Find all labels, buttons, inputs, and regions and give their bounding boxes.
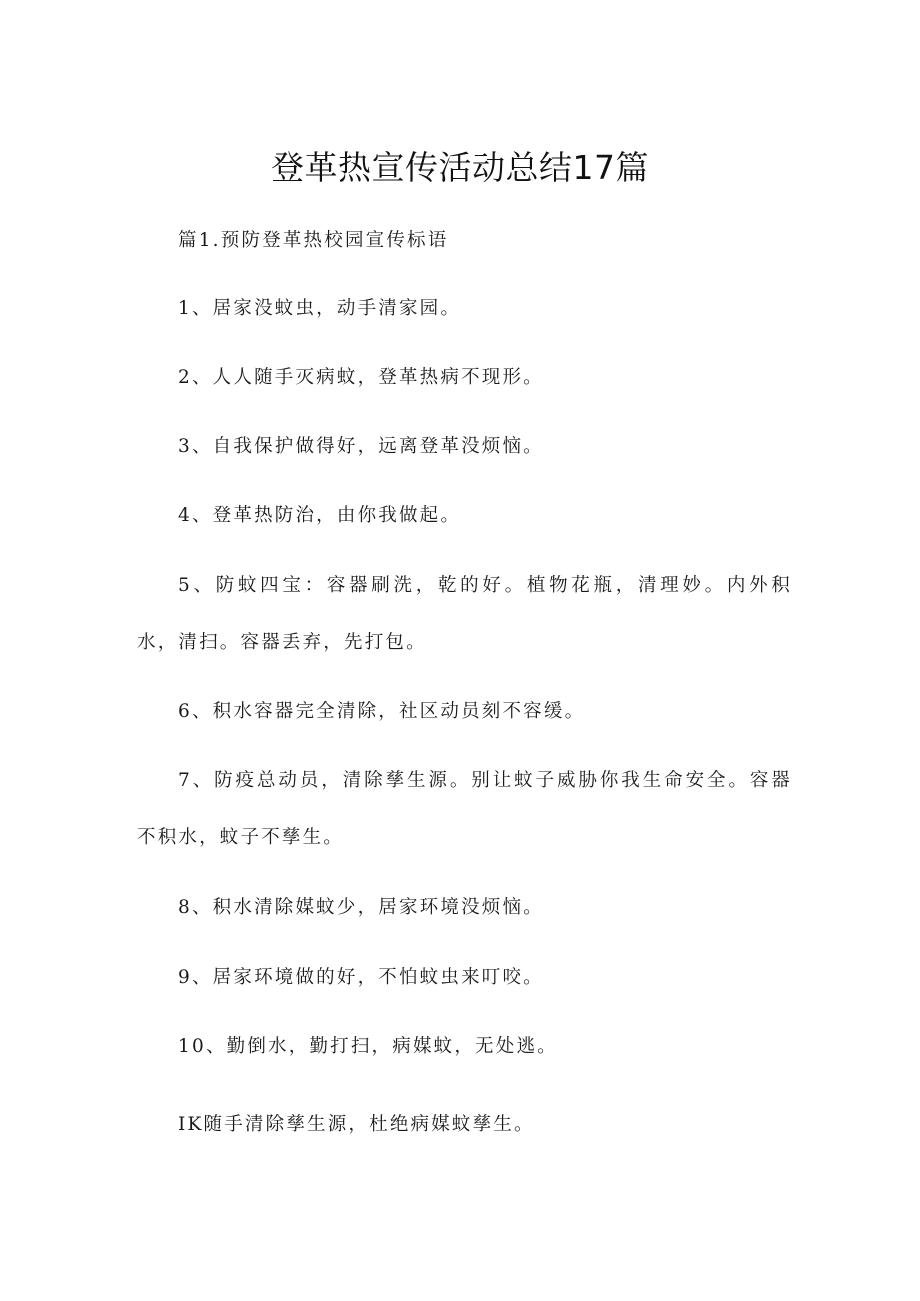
document-title: 登革热宣传活动总结17篇	[271, 148, 649, 187]
list-item: 3、自我保护做得好，远离登革没烦恼。	[178, 436, 544, 457]
list-item: 2、人人随手灭病蚊，登革热病不现形。	[178, 367, 544, 388]
list-item: 6、积水容器完全清除，社区动员刻不容缓。	[178, 701, 586, 722]
list-item: 9、居家环境做的好，不怕蚊虫来叮咬。	[178, 967, 544, 988]
list-item: 7、防疫总动员，清除孳生源。别让蚊子威胁你我生命安全。容器不积水，蚊子不孳生。	[137, 770, 792, 848]
list-item: 5、防蚊四宝：容器刷洗，乾的好。植物花瓶，清理妙。内外积水，清扫。容器丢弃，先打包。	[137, 575, 792, 653]
list-item: 10、勤倒水，勤打扫，病媒蚊，无处逃。	[178, 1036, 558, 1057]
section-heading: 篇1.预防登革热校园宣传标语	[178, 230, 449, 251]
list-item: 4、登革热防治，由你我做起。	[178, 505, 462, 526]
list-item: IK随手清除孳生源，杜绝病媒蚊孳生。	[178, 1114, 535, 1135]
list-item: 8、积水清除媒蚊少，居家环境没烦恼。	[178, 897, 544, 918]
list-item: 1、居家没蚊虫，动手清家园。	[178, 298, 462, 319]
